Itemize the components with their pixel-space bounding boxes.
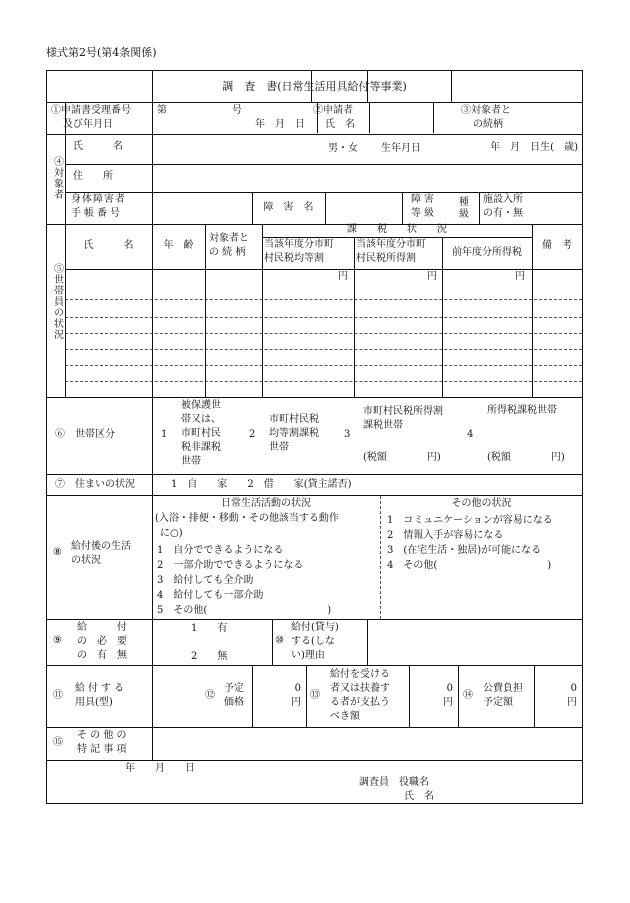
rule [152, 619, 153, 666]
dashed-rule [65, 365, 582, 366]
other-status-list [387, 513, 553, 573]
applicant-label: ②申請者 [313, 105, 353, 116]
reason-line: 給付(貸与) [291, 622, 339, 633]
rule [65, 164, 582, 165]
rule [262, 224, 263, 398]
public-label: 公費負担 [483, 683, 523, 694]
after-status-num: ⑧ [53, 547, 62, 558]
rule [205, 224, 206, 398]
rule [47, 102, 582, 103]
investigator-name: 氏 名 [404, 791, 434, 802]
necessity-line: の 有 無 [77, 650, 127, 661]
rule [458, 665, 459, 728]
category-line: 世帯 [181, 456, 201, 467]
tax-col2-header: 当該年度分市町 [356, 239, 426, 250]
category-line: 市町村民税所得割 [363, 406, 443, 417]
burden-yen: 円 [443, 697, 453, 708]
rule [47, 397, 582, 398]
rule [433, 103, 434, 133]
rule [252, 665, 253, 728]
rule [534, 665, 535, 728]
rule [152, 474, 153, 496]
public-num: ⑭ [463, 690, 473, 701]
other-item[interactable]: 2 情報入手が容易になる [387, 530, 504, 541]
rule [354, 237, 355, 398]
public-value[interactable]: 0 [570, 683, 577, 694]
public-yen: 円 [567, 697, 577, 708]
necessity-line: 給 付 [77, 622, 127, 633]
category-opt4-num: 4 [467, 429, 474, 440]
rule [47, 134, 582, 135]
other-item[interactable]: 1 コミュニケーションが容易になる [387, 515, 553, 526]
col-relation-header-2: の 続 柄 [209, 247, 246, 258]
relation-label: ③対象者と [461, 105, 511, 116]
category-opt3-tax[interactable]: (税額 円) [363, 452, 441, 463]
price-label: 予定 [224, 683, 244, 694]
price-yen: 円 [291, 697, 301, 708]
receipt-date-field[interactable]: 年 月 日 [255, 119, 305, 130]
necessity-yes[interactable]: 1 有 [191, 623, 228, 634]
category-line: 世帯 [269, 442, 289, 453]
subject-side-label: ④対象者 [51, 156, 63, 200]
tax-col2-header-2: 村民税所得割 [356, 253, 416, 264]
rule [47, 727, 582, 728]
price-value[interactable]: 0 [294, 683, 301, 694]
rule [367, 619, 368, 666]
address-label: 住 所 [73, 171, 113, 182]
rule [47, 619, 582, 620]
category-opt1-num: 1 [161, 429, 168, 440]
rule [152, 665, 153, 728]
daily-activity-note-2: に○) [160, 528, 183, 539]
birth-value[interactable]: 年 月 日生( 歳) [490, 142, 578, 153]
rule [65, 269, 582, 270]
category-line: 所得税課税世帯 [487, 405, 557, 416]
category-line: 市町村民税 [269, 414, 319, 425]
other-item[interactable]: 4 その他( ) [387, 560, 552, 571]
category-opt1-text [181, 399, 221, 469]
receipt-number-label: ①申請書受理番号 [51, 105, 131, 116]
category-line: 帯又は、 [181, 414, 221, 425]
category-opt3-num: 3 [344, 429, 351, 440]
rule [402, 192, 403, 224]
reason-line: い)理由 [291, 650, 325, 661]
tax-col1-header: 当該年度分市町 [264, 239, 334, 250]
rule [272, 619, 273, 666]
dashed-rule [65, 299, 582, 300]
rule [409, 665, 410, 728]
rule [152, 495, 153, 620]
col-relation-header: 対象者と [209, 233, 249, 244]
item-label-2: 用具(型) [75, 697, 113, 708]
grade-label: 障害 [411, 194, 437, 205]
col-name-header: 氏 名 [83, 240, 134, 252]
category-line: 課税世帯 [363, 420, 403, 431]
category-line: 税非課税 [181, 442, 221, 453]
daily-item[interactable]: 5 その他( ) [157, 605, 332, 616]
necessity-label [77, 621, 127, 663]
notes-label: そ の 他 の [77, 730, 127, 741]
category-line: 均等割課税 [269, 428, 319, 439]
reason-line: する(しな [291, 636, 335, 647]
daily-item[interactable]: 1 自分でできるようになる [157, 545, 284, 556]
notes-num: ⑮ [53, 737, 63, 748]
applicant-name-label: 氏 名 [325, 119, 355, 130]
grade-unit: 種 級 [459, 196, 479, 220]
notes-label-2: 特 記 事 項 [77, 744, 127, 755]
rule [47, 760, 582, 761]
dashed-rule [65, 349, 582, 350]
burden-line: べき額 [330, 711, 360, 722]
form-title: 調 査 書(日常生活用具給付等事業) [222, 79, 407, 93]
after-status-label-2: の状況 [71, 555, 101, 566]
category-line: 市町村民 [181, 428, 221, 439]
category-opt3-text [363, 405, 443, 433]
handbook-label-2: 手帳番号 [71, 208, 123, 219]
rule [152, 397, 153, 475]
category-line: 被保護世 [181, 400, 221, 411]
survey-form [46, 70, 583, 804]
category-opt4-text [487, 405, 557, 418]
price-num: ⑫ [205, 690, 215, 701]
public-label-2: 予定額 [483, 697, 513, 708]
receipt-go: 号 [232, 105, 242, 116]
investigator-title: 調査員 役職名 [359, 777, 429, 788]
burden-value[interactable]: 0 [446, 683, 453, 694]
item-label: 給付する [75, 683, 127, 694]
remarks-header: 備 考 [542, 240, 572, 252]
dashed-rule [65, 381, 582, 382]
grade-label-2: 等級 [411, 208, 437, 219]
rule [306, 665, 307, 728]
daily-item[interactable]: 3 給付しても全介助 [157, 575, 254, 586]
necessity-no[interactable]: 2 無 [191, 651, 228, 662]
footer-date[interactable]: 年 月 日 [125, 763, 195, 774]
daily-activity-list [157, 543, 331, 618]
tax-col3-header: 前年度分所得税 [452, 246, 522, 258]
handbook-label: 身体障害者 [71, 194, 126, 205]
housing-options[interactable]: 1 自 家 2 借 家(貸主諾否) [171, 479, 352, 490]
price-label-2: 価格 [224, 697, 244, 708]
yen-unit: 円 [427, 271, 437, 282]
birth-label: 生年月日 [381, 142, 421, 154]
disability-name-label: 障 害 名 [263, 201, 314, 213]
receipt-date-label: 及び年月日 [63, 119, 113, 130]
other-item[interactable]: 3 (在宅生活・独居)が可能になる [387, 545, 542, 556]
dashed-rule [65, 317, 582, 318]
burden-label [330, 668, 390, 724]
facility-label-2: の有・無 [483, 208, 523, 219]
rule [47, 474, 582, 475]
burden-line: る者が支払う [330, 697, 390, 708]
daily-activity-note: (入浴・排便・移動・その他該当する動作 [155, 513, 339, 524]
tax-col1-header-2: 村民税均等割 [264, 253, 324, 264]
reason-num: ⑩ [275, 635, 284, 646]
subject-name-label: 氏 名 [73, 141, 123, 152]
rule [152, 727, 153, 761]
other-status-header: その他の状況 [451, 497, 512, 509]
reason-label [291, 621, 339, 663]
receipt-dai: 第 [157, 105, 167, 116]
daily-item[interactable]: 4 給付しても一部介助 [157, 590, 264, 601]
housing-label: ⑦ 住まいの状況 [55, 479, 135, 490]
yen-unit: 円 [515, 271, 525, 282]
rule [325, 192, 326, 224]
rule [47, 665, 582, 666]
necessity-num: ⑨ [53, 635, 62, 646]
necessity-line: の 必 要 [77, 636, 127, 647]
category-opt2-num: 2 [249, 429, 256, 440]
dashed-rule [65, 333, 582, 334]
rule [369, 103, 370, 133]
item-num: ⑪ [53, 690, 63, 701]
col-age-header: 年 齢 [163, 240, 194, 252]
form-number: 様式第2号(第4条関係) [46, 46, 157, 59]
relation-label-2: の続柄 [473, 119, 503, 130]
tax-status-header: 課 税 状 況 [347, 224, 447, 236]
facility-label: 施設入所 [483, 194, 523, 205]
burden-line: 者又は扶養す [330, 683, 390, 694]
burden-num: ⑬ [310, 690, 320, 701]
yen-unit: 円 [338, 271, 348, 282]
category-opt4-tax[interactable]: (税額 円) [487, 452, 565, 463]
daily-item[interactable]: 2 一部介助でできるようになる [157, 560, 304, 571]
daily-activity-header: 日常生活活動の状況 [221, 497, 311, 509]
household-side-label: ⑤世帯員の状況 [51, 263, 63, 340]
rule [479, 192, 480, 224]
burden-line: 給付を受ける [330, 669, 390, 680]
category-opt2-text [269, 413, 319, 455]
household-category-label: ⑥ 世帯区分 [55, 429, 115, 440]
after-status-label: 給付後の生活 [71, 541, 131, 552]
dashed-divider [380, 496, 381, 619]
sex-select[interactable]: 男・女 [328, 142, 358, 154]
rule [47, 495, 582, 496]
